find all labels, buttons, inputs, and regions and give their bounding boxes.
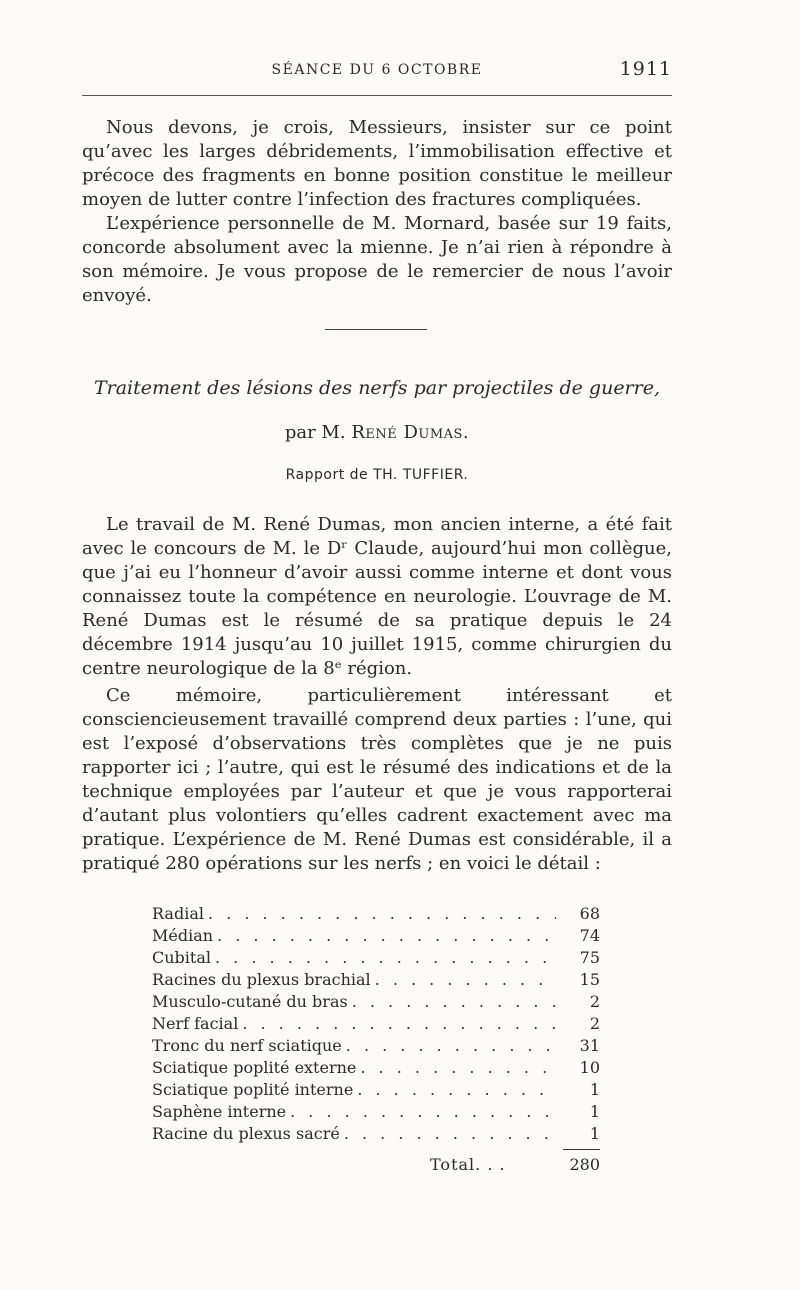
header-rule xyxy=(82,95,672,96)
row-value: 1 xyxy=(589,1102,600,1121)
table-row xyxy=(152,1035,600,1057)
table-row xyxy=(152,925,600,947)
intro-paragraph: L’expérience personnelle de M. Mornard, basée sur 19 faits, concorde absolument avec la mienne. Je n’ai rien à répondre à son mémoire. Je vous propose de le remercier de nous l’avoir envoyé. xyxy=(82,213,672,306)
section-divider xyxy=(325,329,427,330)
row-value: 10 xyxy=(579,1058,600,1077)
total-value: 280 xyxy=(569,1155,600,1174)
row-label: Cubital xyxy=(152,948,211,967)
table-row xyxy=(152,1013,600,1035)
row-label: Racines du plexus brachial xyxy=(152,970,371,989)
body-paragraph: Le travail de M. René Dumas, mon ancien interne, a été fait avec le concours de M. le Dʳ Claude, aujourd’hui mon collègue, que j’ai eu l’honneur d’avoir aussi comme interne et dont vous connaissez toute la compétence en neurologie. L’ouvrage de M. René Dumas est le résumé de sa pratique depuis le 24 décembre 1914 jusqu’au 10 juillet 1915, comme chirurgien du centre neurologique de la 8ᵉ région. xyxy=(82,514,672,679)
row-value: 15 xyxy=(579,970,600,989)
report-line: Rapport de TH. TUFFIER. xyxy=(285,467,469,483)
table-row xyxy=(152,991,600,1013)
leader-dots xyxy=(346,1035,556,1057)
row-value: 2 xyxy=(589,1014,600,1033)
leader-dots xyxy=(375,969,556,991)
leader-dots xyxy=(217,925,556,947)
header-title: SÉANCE DU 6 OCTOBRE xyxy=(271,62,483,78)
total-row xyxy=(430,1155,600,1174)
row-label: Médian xyxy=(152,926,214,945)
row-value: 31 xyxy=(579,1036,600,1055)
table-row xyxy=(152,1101,600,1123)
row-value: 1 xyxy=(589,1124,600,1143)
leader-dots xyxy=(360,1057,556,1079)
table-row xyxy=(152,947,600,969)
row-label: Sciatique poplité interne xyxy=(152,1080,354,1099)
row-value: 68 xyxy=(579,904,600,923)
row-label: Nerf facial xyxy=(152,1014,239,1033)
article-author xyxy=(82,422,672,443)
table-row xyxy=(152,1079,600,1101)
table-row xyxy=(152,1123,600,1145)
table-row xyxy=(152,969,600,991)
intro-paragraph: Nous devons, je crois, Messieurs, insister sur ce point qu’avec les larges débridements, l’immobilisation effective et précoce des fragments en bonne position constitue le meilleur moyen de lutter contre l’infection des fractures compliquées. xyxy=(82,117,672,210)
row-label: Saphène interne xyxy=(152,1102,287,1121)
running-header xyxy=(82,58,672,86)
row-label: Sciatique poplité externe xyxy=(152,1058,357,1077)
row-label: Radial xyxy=(152,904,204,923)
row-value: 2 xyxy=(589,992,600,1011)
article-title: Traitement des lésions des nerfs par projectiles de guerre, xyxy=(93,377,661,399)
page-number: 1911 xyxy=(619,58,672,80)
leader-dots xyxy=(215,947,556,969)
table-row xyxy=(152,903,600,925)
leader-dots xyxy=(352,991,556,1013)
leader-dots xyxy=(344,1123,556,1145)
row-value: 1 xyxy=(589,1080,600,1099)
author-prefix: par M. xyxy=(284,422,346,443)
author-name: René Dumas. xyxy=(351,422,470,443)
leader-dots xyxy=(290,1101,556,1123)
leader-dots xyxy=(242,1013,556,1035)
row-value: 74 xyxy=(579,926,600,945)
row-label: Racine du plexus sacré xyxy=(152,1124,340,1143)
total-label: Total. . . xyxy=(430,1155,506,1174)
table-row xyxy=(152,1057,600,1079)
body-paragraph: Ce mémoire, particulièrement intéressant et consciencieusement travaillé comprend deux parties : l’une, qui est l’exposé d’observations très complètes que je ne puis rapporter ici ; l’autre, qui est le résumé des indications et de la technique employées par l’auteur et que je vous rapporterai d’autant plus volontiers qu’elles cadrent exactement avec ma pratique. L’expérience de M. René Dumas est considérable, il a pratiqué 280 opérations sur les nerfs ; en voici le détail : xyxy=(82,685,672,874)
sum-rule xyxy=(563,1149,600,1150)
operations-table xyxy=(152,903,600,1145)
leader-dots xyxy=(357,1079,556,1101)
row-label: Tronc du nerf sciatique xyxy=(152,1036,342,1055)
row-label: Musculo-cutané du bras xyxy=(152,992,348,1011)
leader-dots xyxy=(208,903,556,925)
row-value: 75 xyxy=(579,948,600,967)
